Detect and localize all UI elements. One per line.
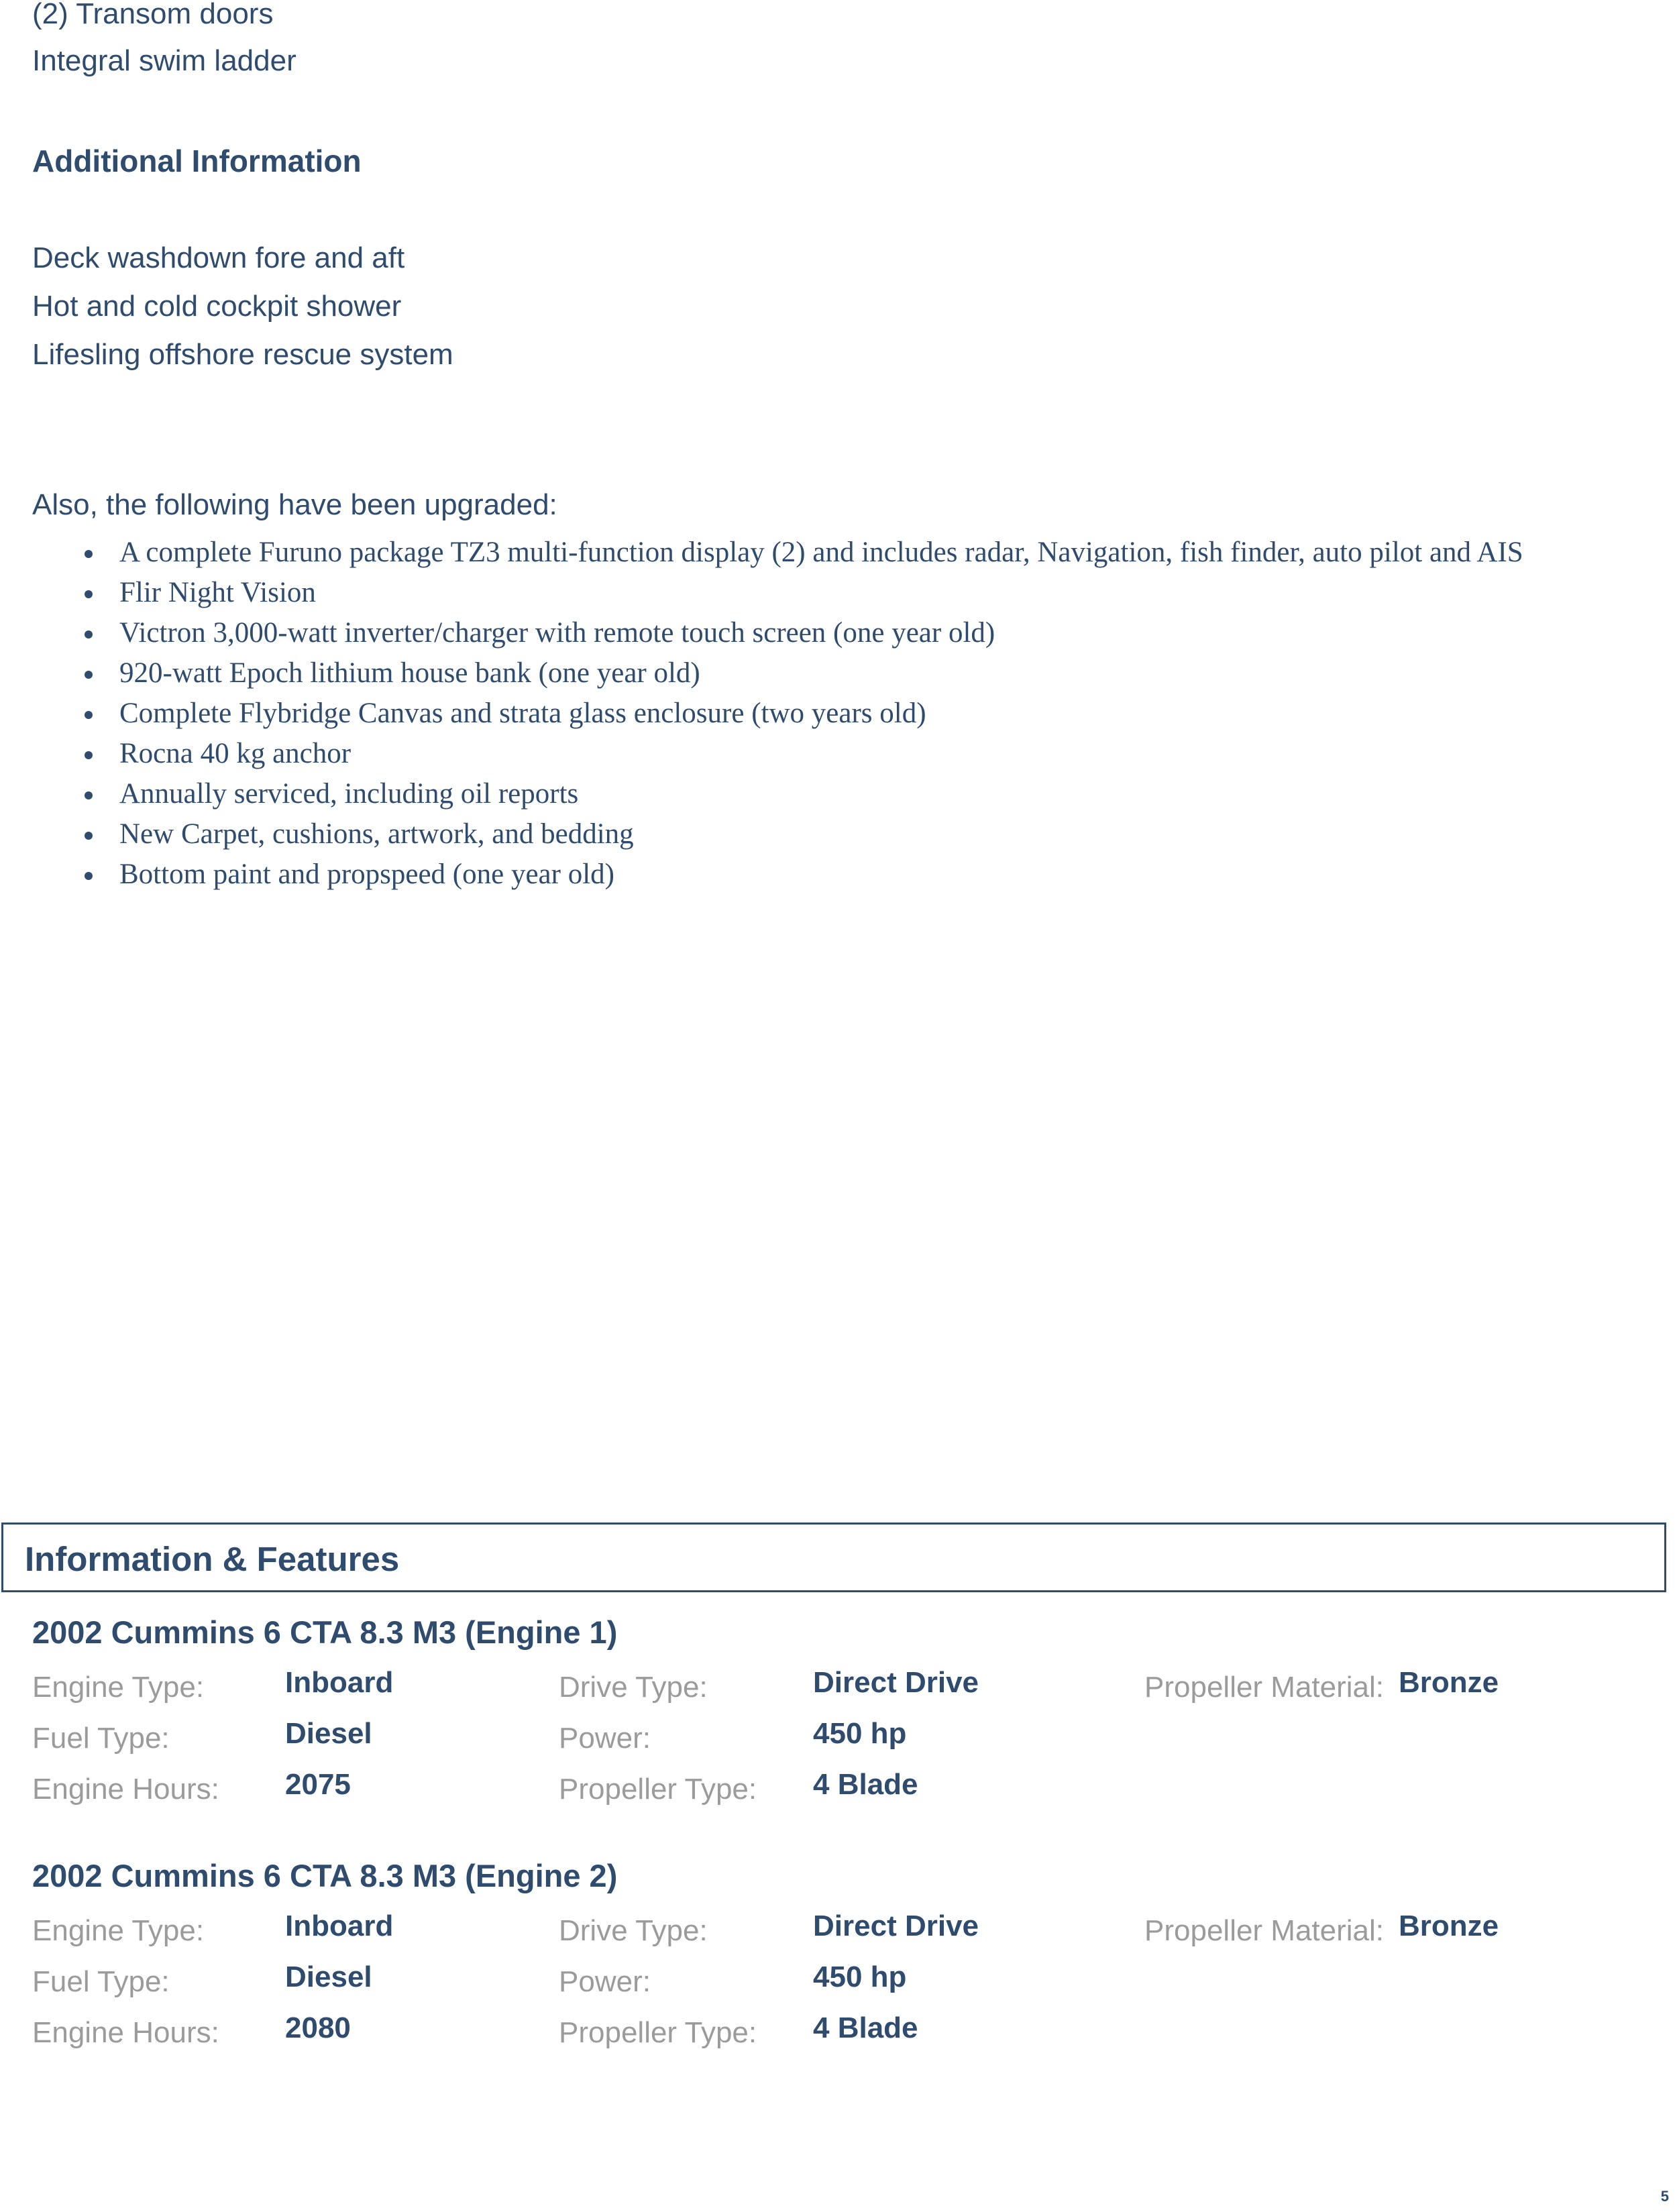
- upgrades-intro: Also, the following have been upgraded:: [32, 488, 557, 521]
- propeller-type-value: 4 Blade: [813, 1768, 918, 1801]
- upgrades-list: [32, 535, 1523, 897]
- propeller-type-label: Propeller Type:: [559, 2016, 757, 2049]
- bullet-icon: [85, 751, 93, 759]
- list-item: Complete Flybridge Canvas and strata glass enclosure (two years old): [32, 696, 1523, 736]
- power-value: 450 hp: [813, 1960, 907, 1993]
- bullet-icon: [85, 832, 93, 840]
- additional-info-heading: Additional Information: [32, 144, 362, 178]
- engine-type-label: Engine Type:: [32, 1914, 205, 1947]
- engine-hours-value: 2080: [285, 2011, 351, 2044]
- drive-type-value: Direct Drive: [813, 1666, 979, 1699]
- engine-type-value: Inboard: [285, 1910, 394, 1942]
- bullet-icon: [85, 590, 93, 598]
- fuel-type-value: Diesel: [285, 1960, 372, 1993]
- list-item: Rocna 40 kg anchor: [32, 736, 1523, 777]
- engine-hours-value: 2075: [285, 1768, 351, 1801]
- engine-type-label: Engine Type:: [32, 1671, 205, 1704]
- drive-type-label: Drive Type:: [559, 1671, 708, 1704]
- engine-hours-label: Engine Hours:: [32, 2016, 219, 2049]
- list-item: New Carpet, cushions, artwork, and bedding: [32, 817, 1523, 857]
- engine-title: 2002 Cummins 6 CTA 8.3 M3 (Engine 1): [32, 1614, 618, 1650]
- bullet-icon: [85, 872, 93, 880]
- bullet-icon: [85, 791, 93, 799]
- propeller-material-value: Bronze: [1399, 1666, 1499, 1699]
- page-number: 5: [1660, 2188, 1669, 2205]
- bullet-icon: [85, 550, 93, 558]
- list-item: A complete Furuno package TZ3 multi-function display (2) and includes radar, Navigation, fish finder, auto pilot and AIS: [32, 535, 1523, 575]
- propeller-material-label: Propeller Material:: [1144, 1914, 1385, 1947]
- engine-type-value: Inboard: [285, 1666, 394, 1699]
- features-section-title: Information & Features: [25, 1540, 400, 1578]
- additional-info-item: Hot and cold cockpit shower: [32, 290, 402, 323]
- feature-line: (2) Transom doors: [32, 0, 274, 30]
- power-label: Power:: [559, 1722, 651, 1755]
- list-item: Bottom paint and propspeed (one year old): [32, 857, 1523, 897]
- list-item: Victron 3,000-watt inverter/charger with remote touch screen (one year old): [32, 616, 1523, 656]
- engine-title: 2002 Cummins 6 CTA 8.3 M3 (Engine 2): [32, 1858, 618, 1893]
- bullet-icon: [85, 711, 93, 719]
- fuel-type-value: Diesel: [285, 1717, 372, 1750]
- power-value: 450 hp: [813, 1717, 907, 1750]
- fuel-type-label: Fuel Type:: [32, 1965, 170, 1998]
- propeller-type-value: 4 Blade: [813, 2011, 918, 2044]
- bullet-icon: [85, 630, 93, 639]
- bullet-icon: [85, 671, 93, 679]
- propeller-material-label: Propeller Material:: [1144, 1671, 1385, 1704]
- propeller-type-label: Propeller Type:: [559, 1773, 757, 1806]
- power-label: Power:: [559, 1965, 651, 1998]
- feature-line: Integral swim ladder: [32, 44, 296, 77]
- drive-type-value: Direct Drive: [813, 1910, 979, 1942]
- list-item: Annually serviced, including oil reports: [32, 777, 1523, 817]
- fuel-type-label: Fuel Type:: [32, 1722, 170, 1755]
- list-item: Flir Night Vision: [32, 575, 1523, 616]
- features-section-header: [1, 1523, 1666, 1592]
- additional-info-item: Lifesling offshore rescue system: [32, 338, 453, 371]
- list-item: 920-watt Epoch lithium house bank (one year old): [32, 656, 1523, 696]
- additional-info-item: Deck washdown fore and aft: [32, 241, 405, 274]
- propeller-material-value: Bronze: [1399, 1910, 1499, 1942]
- drive-type-label: Drive Type:: [559, 1914, 708, 1947]
- engine-hours-label: Engine Hours:: [32, 1773, 219, 1806]
